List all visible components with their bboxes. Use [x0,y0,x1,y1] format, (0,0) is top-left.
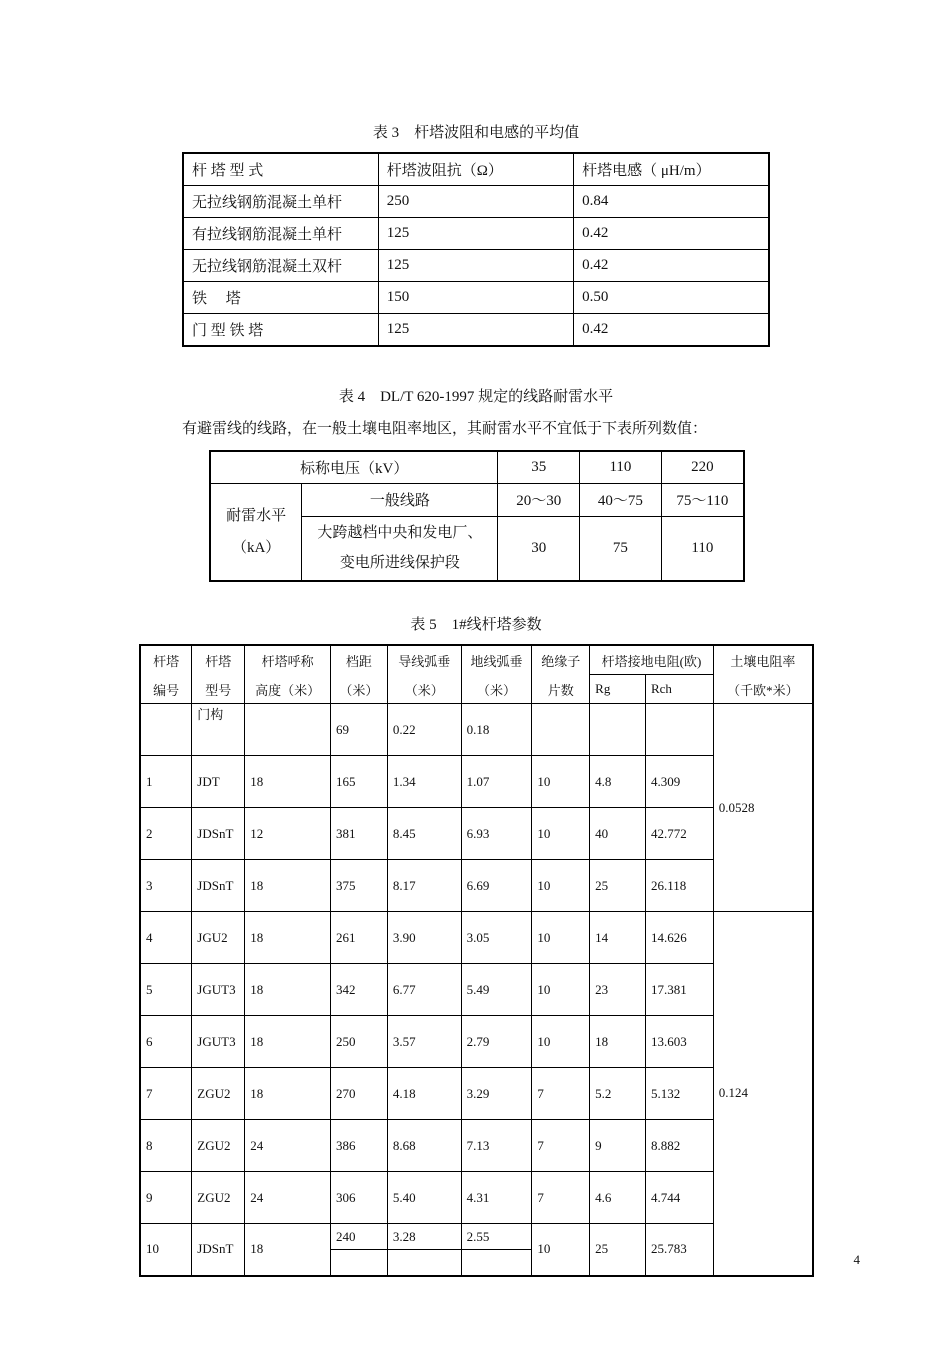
table-cell: 0.42 [574,314,769,347]
tower-height-cell: 18 [245,860,331,912]
tower-type-cell: ZGU2 [192,1120,245,1172]
table-cell: 无拉线钢筋混凝土双杆 [183,250,378,282]
tower-height-cell: 18 [245,1224,331,1276]
rg-cell: 14 [590,912,646,964]
conductor-sag-cell: 8.17 [387,860,461,912]
tower-no-cell: 9 [140,1172,192,1224]
large-span-line1: 大跨越档中央和发电厂、 [317,525,483,542]
table-row [140,808,813,834]
table-row [183,314,769,347]
insulator-count-cell: 10 [532,860,590,912]
insulator-count-cell: 10 [532,912,590,964]
table-row [140,964,813,990]
insulator-count-cell: 10 [532,808,590,860]
tower-type-cell: JDT [192,756,245,808]
rch-cell: 42.772 [645,808,713,860]
conductor-sag-cell [387,1250,461,1276]
header-cell: 杆塔波阻抗（Ω） [378,153,573,186]
table-row [183,218,769,250]
insulator-count-cell: 10 [532,756,590,808]
table-cell: 250 [378,186,573,218]
table-row [140,860,813,886]
tower-height-cell [245,704,331,756]
ground-wire-sag-cell: 2.55 [461,1224,532,1250]
rch-cell: 4.309 [645,756,713,808]
table-row [140,1224,813,1250]
conductor-sag-cell: 3.28 [387,1224,461,1250]
large-span-220: 110 [661,516,744,581]
conductor-sag-cell: 8.45 [387,808,461,860]
span-cell [330,1250,387,1276]
rg-cell: 9 [590,1120,646,1172]
table-cell: 无拉线钢筋混凝土单杆 [183,186,378,218]
table-row [183,282,769,314]
tower-height-cell: 18 [245,964,331,1016]
table-cell: 铁 塔 [183,282,378,314]
ground-wire-sag-cell: 6.93 [461,808,532,860]
general-110: 40～75 [580,483,662,516]
table-row [183,250,769,282]
rch-cell: 8.882 [645,1120,713,1172]
table4-intro: 有避雷线的线路，在一般土壤电阻率地区，其耐雷水平不宜低于下表所列数值： [182,421,708,437]
soil-resistivity-cell: 0.124 [713,912,813,1276]
span-cell: 381 [330,808,387,860]
nominal-voltage-header: 标称电压（kV） [210,451,498,483]
rg-cell: 5.2 [590,1068,646,1120]
conductor-sag-cell: 3.57 [387,1016,461,1068]
ground-wire-sag-cell: 4.31 [461,1172,532,1224]
rg-cell [590,704,646,756]
table-header-row [183,153,769,186]
withstand-level-line1: 耐雷水平 [226,507,287,524]
table-cell: 125 [378,314,573,347]
ground-wire-sag-cell [461,1250,532,1276]
table-cell: 0.50 [574,282,769,314]
conductor-sag-cell: 8.68 [387,1120,461,1172]
table-row [140,1172,813,1198]
table-row [140,1068,813,1094]
tower-height-cell: 18 [245,1016,331,1068]
ground-wire-sag-cell: 3.29 [461,1068,532,1120]
rch-cell: 25.783 [645,1224,713,1276]
ground-wire-sag-cell: 0.18 [461,704,532,756]
header-conductor-sag: 导线弧垂 （米） [387,645,461,704]
tower-height-cell: 18 [245,1068,331,1120]
withstand-level-line2: （kA） [231,539,281,556]
page-number: 4 [853,1252,860,1267]
ground-wire-sag-cell: 5.49 [461,964,532,1016]
large-span-line2: 变电所进线保护段 [339,555,460,572]
voltage-35: 35 [498,451,580,483]
general-35: 20～30 [498,483,580,516]
ground-wire-sag-cell: 1.07 [461,756,532,808]
header-tower-type: 杆塔 型号 [192,645,245,704]
table-cell: 0.42 [574,250,769,282]
voltage-110: 110 [580,451,662,483]
header-tower-no: 杆塔 编号 [140,645,192,704]
span-cell: 240 [330,1224,387,1250]
table-cell: 125 [378,250,573,282]
span-cell: 69 [330,704,387,756]
withstand-level-label [210,483,302,581]
span-cell: 250 [330,1016,387,1068]
tower-type-cell: JGU2 [192,912,245,964]
rch-cell: 13.603 [645,1016,713,1068]
tower-type-cell: ZGU2 [192,1172,245,1224]
header-insulator-count: 绝缘子 片数 [532,645,590,704]
tower-height-cell: 12 [245,808,331,860]
rch-cell: 17.381 [645,964,713,1016]
large-span-35: 30 [498,516,580,581]
tower-type-cell: 门构 [192,704,245,756]
ground-wire-sag-cell: 3.05 [461,912,532,964]
header-ground-wire-sag: 地线弧垂 （米） [461,645,532,704]
tower-parameter-table [139,644,814,1277]
conductor-sag-cell: 4.18 [387,1068,461,1120]
insulator-count-cell: 10 [532,1224,590,1276]
table5-caption: 表 5 1#线杆塔参数 [410,617,542,633]
ground-wire-sag-cell: 2.79 [461,1016,532,1068]
table3-caption: 表 3 杆塔波阻和电感的平均值 [372,125,580,141]
header-rch: Rch [645,675,713,704]
header-rg: Rg [590,675,646,704]
tower-type-cell: ZGU2 [192,1068,245,1120]
rch-cell: 14.626 [645,912,713,964]
insulator-count-cell: 10 [532,964,590,1016]
tower-type-cell: JGUT3 [192,1016,245,1068]
tower-no-cell: 5 [140,964,192,1016]
header-soil-resistivity: 土壤电阻率 （千欧*米） [713,645,813,704]
ground-wire-sag-cell: 7.13 [461,1120,532,1172]
tower-height-cell: 24 [245,1120,331,1172]
large-span-110: 75 [580,516,662,581]
span-cell: 270 [330,1068,387,1120]
rch-cell: 5.132 [645,1068,713,1120]
table-row [140,912,813,938]
insulator-count-cell: 7 [532,1172,590,1224]
table4-caption: 表 4 DL/T 620-1997 规定的线路耐雷水平 [338,389,614,405]
tower-no-cell: 6 [140,1016,192,1068]
header-cell: 杆塔电感（ μH/m） [574,153,769,186]
insulator-count-cell [532,704,590,756]
insulator-count-cell: 10 [532,1016,590,1068]
table-row [140,1120,813,1146]
span-cell: 386 [330,1120,387,1172]
tower-type-cell: JDSnT [192,808,245,860]
tower-no-cell [140,704,192,756]
header-ground-resistance: 杆塔接地电阻(欧) [590,645,714,675]
table-row [140,756,813,782]
span-cell: 261 [330,912,387,964]
rch-cell: 4.744 [645,1172,713,1224]
conductor-sag-cell: 1.34 [387,756,461,808]
rg-cell: 25 [590,1224,646,1276]
tower-no-cell: 1 [140,756,192,808]
insulator-count-cell: 7 [532,1068,590,1120]
tower-height-cell: 24 [245,1172,331,1224]
table-cell: 0.84 [574,186,769,218]
conductor-sag-cell: 5.40 [387,1172,461,1224]
header-tower-height: 杆塔呼称 高度（米） [245,645,331,704]
tower-no-cell: 3 [140,860,192,912]
general-220: 75～110 [661,483,744,516]
table-row [140,1016,813,1042]
rg-cell: 25 [590,860,646,912]
span-cell: 165 [330,756,387,808]
conductor-sag-cell: 6.77 [387,964,461,1016]
lightning-withstand-table [209,450,745,582]
general-line-label: 一般线路 [302,483,498,516]
large-span-label [302,516,498,581]
tower-type-cell: JDSnT [192,1224,245,1276]
rch-cell [645,704,713,756]
rg-cell: 23 [590,964,646,1016]
rg-cell: 18 [590,1016,646,1068]
tower-impedance-table [182,152,770,347]
tower-no-cell: 4 [140,912,192,964]
span-cell: 342 [330,964,387,1016]
table-row [183,186,769,218]
voltage-220: 220 [661,451,744,483]
rch-cell: 26.118 [645,860,713,912]
tower-type-cell: JGUT3 [192,964,245,1016]
tower-type-cell: JDSnT [192,860,245,912]
tower-height-cell: 18 [245,756,331,808]
ground-wire-sag-cell: 6.69 [461,860,532,912]
table-cell: 150 [378,282,573,314]
table-cell: 门 型 铁 塔 [183,314,378,347]
tower-no-cell: 8 [140,1120,192,1172]
rg-cell: 4.6 [590,1172,646,1224]
soil-resistivity-cell: 0.0528 [713,704,813,912]
rg-cell: 4.8 [590,756,646,808]
table-cell: 0.42 [574,218,769,250]
span-cell: 306 [330,1172,387,1224]
header-cell: 杆 塔 型 式 [183,153,378,186]
table-row [140,704,813,730]
rg-cell: 40 [590,808,646,860]
tower-height-cell: 18 [245,912,331,964]
tower-no-cell: 2 [140,808,192,860]
tower-no-cell: 7 [140,1068,192,1120]
tower-no-cell: 10 [140,1224,192,1276]
conductor-sag-cell: 3.90 [387,912,461,964]
conductor-sag-cell: 0.22 [387,704,461,756]
insulator-count-cell: 7 [532,1120,590,1172]
table-cell: 有拉线钢筋混凝土单杆 [183,218,378,250]
header-span: 档距 （米） [330,645,387,704]
span-cell: 375 [330,860,387,912]
table-cell: 125 [378,218,573,250]
